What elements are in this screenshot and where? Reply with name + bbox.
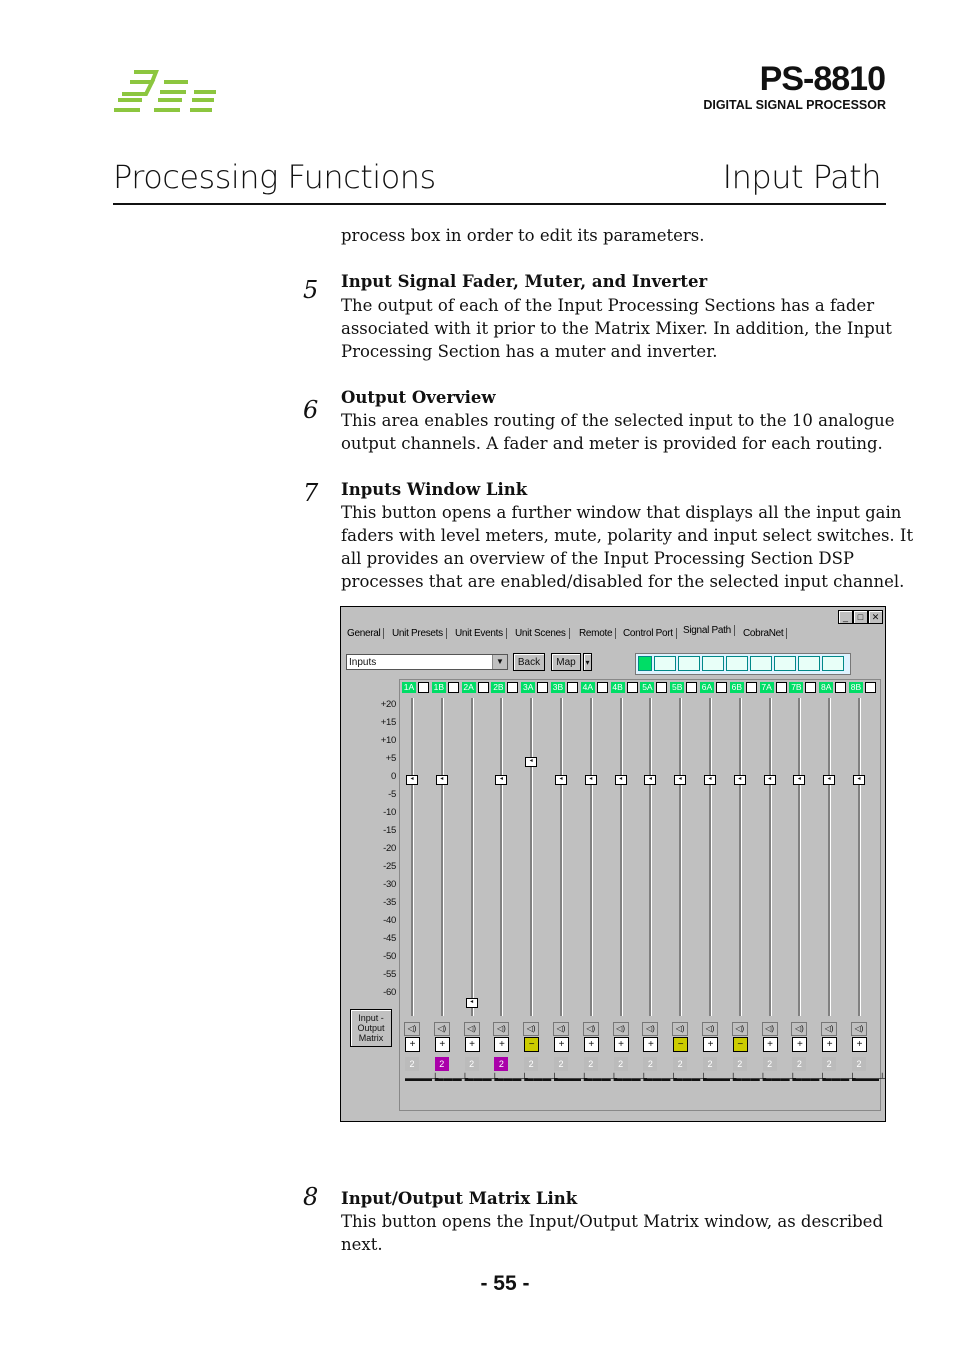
- channel-label: 5B: [671, 682, 683, 692]
- window-titlebar: [342, 608, 884, 625]
- db-tick-label: -5: [388, 789, 396, 800]
- channel-icon[interactable]: [638, 656, 652, 671]
- channel-edit-button[interactable]: [507, 682, 518, 693]
- tab-control-port[interactable]: Control Port: [623, 628, 677, 639]
- ground-lift-icon[interactable]: ▬▬▬┴: [762, 1073, 796, 1083]
- channel-edit-button[interactable]: [418, 682, 429, 693]
- fader-knob[interactable]: ◂: [585, 775, 597, 785]
- ground-lift-icon[interactable]: ▬▬▬┴: [703, 1073, 737, 1083]
- fader-track: [500, 698, 503, 1016]
- tab-cobranet[interactable]: CobraNet: [743, 628, 787, 639]
- delay-icon[interactable]: [726, 656, 748, 671]
- channel-edit-button[interactable]: [537, 682, 548, 693]
- fader-knob[interactable]: ◂: [466, 998, 478, 1008]
- db-tick-label: -50: [383, 951, 396, 962]
- fader-knob[interactable]: ◂: [644, 775, 656, 785]
- db-tick-label: +15: [380, 717, 396, 728]
- mute-button[interactable]: ◁): [464, 1022, 480, 1036]
- channel-edit-button[interactable]: [656, 682, 667, 693]
- db-tick-label: -25: [383, 861, 396, 872]
- channel-label: 8B: [850, 682, 862, 692]
- fader-knob[interactable]: ◂: [436, 775, 448, 785]
- mute-button[interactable]: ◁): [821, 1022, 837, 1036]
- item-title: Inputs Window Link: [341, 480, 528, 499]
- map-button[interactable]: Map: [551, 653, 581, 671]
- item-line: faders with level meters, mute, polarity and input select switches. It: [341, 526, 914, 545]
- matrix-label: Output: [357, 1023, 385, 1033]
- polarity-button[interactable]: +: [852, 1037, 867, 1052]
- mute-button[interactable]: ◁): [732, 1022, 748, 1036]
- item-line: Processing Section has a muter and inverter.: [341, 342, 718, 361]
- maximize-icon[interactable]: □: [853, 610, 868, 624]
- mute-button[interactable]: ◁): [851, 1022, 867, 1036]
- db-tick-label: -55: [383, 969, 396, 980]
- mute-button[interactable]: ◁): [523, 1022, 539, 1036]
- channel-edit-button[interactable]: [835, 682, 846, 693]
- input-select-button[interactable]: 2: [763, 1057, 777, 1071]
- item-number: 7: [303, 479, 319, 507]
- db-tick-label: -10: [383, 807, 396, 818]
- meter-icon[interactable]: [702, 656, 724, 671]
- ground-lift-icon[interactable]: ▬▬▬┴: [494, 1073, 528, 1083]
- item-number: 5: [303, 276, 319, 304]
- item-line: The output of each of the Input Processing Sections has a fader: [341, 296, 875, 315]
- matrix-label: Input -: [358, 1013, 384, 1023]
- ground-lift-icon[interactable]: ▬▬▬┴: [464, 1073, 498, 1083]
- item-number: 8: [303, 1183, 319, 1211]
- fader-knob[interactable]: ◂: [406, 775, 418, 785]
- fader-track: [411, 698, 414, 1016]
- mute-button[interactable]: ◁): [583, 1022, 599, 1036]
- channel-edit-button[interactable]: [865, 682, 876, 693]
- input-select-button[interactable]: 2: [584, 1057, 598, 1071]
- page-number: - 55 -: [480, 1272, 530, 1295]
- channel-label: 1A: [403, 682, 415, 692]
- item-line: all provides an overview of the Input Processing Section DSP: [341, 549, 854, 568]
- mute-button[interactable]: ◁): [672, 1022, 688, 1036]
- db-tick-label: 0: [391, 771, 396, 782]
- mute-button[interactable]: ◁): [434, 1022, 450, 1036]
- channel-label: 6B: [731, 682, 742, 692]
- fader-knob[interactable]: ◂: [555, 775, 567, 785]
- channel-label: 2A: [463, 682, 474, 692]
- polarity-button[interactable]: +: [494, 1037, 509, 1052]
- fader-track: [739, 698, 742, 1016]
- channel-edit-button[interactable]: [686, 682, 697, 693]
- channel-edit-button[interactable]: [805, 682, 816, 693]
- input-select-button[interactable]: 2: [822, 1057, 836, 1071]
- mute-button[interactable]: ◁): [404, 1022, 420, 1036]
- item-title: Output Overview: [341, 388, 496, 407]
- graphic-eq-icon[interactable]: [774, 656, 796, 671]
- bss-logo: [112, 68, 218, 114]
- ground-lift-icon[interactable]: ▬▬▬┴: [434, 1073, 469, 1083]
- channel-label: 4B: [612, 682, 623, 692]
- input-select-button[interactable]: 2: [465, 1057, 479, 1071]
- section-title: Processing Functions: [113, 158, 436, 196]
- ground-lift-icon[interactable]: ▬▬▬┴: [613, 1073, 647, 1083]
- back-button[interactable]: Back: [513, 653, 545, 671]
- fader-track: [828, 698, 831, 1016]
- ground-lift-icon[interactable]: ▬▬▬┴: [852, 1073, 886, 1083]
- ground-lift-icon[interactable]: ▬▬▬┴: [673, 1073, 707, 1083]
- channel-label: 2B: [493, 682, 504, 692]
- model-subtitle: DIGITAL SIGNAL PROCESSOR: [703, 98, 886, 112]
- polarity-button[interactable]: +: [465, 1037, 480, 1052]
- signal-path-window: [340, 606, 886, 1122]
- input-select-button[interactable]: 2: [614, 1057, 628, 1071]
- polarity-button[interactable]: +: [405, 1037, 420, 1052]
- processing-toolbar: [635, 653, 851, 675]
- ground-lift-icon[interactable]: ▬▬▬┴: [583, 1073, 618, 1083]
- input-select-button[interactable]: 2: [494, 1057, 508, 1071]
- channel-label: 1B: [433, 682, 444, 692]
- input-select-button[interactable]: 2: [852, 1057, 866, 1071]
- chevron-down-icon[interactable]: ▼: [492, 655, 507, 669]
- db-tick-label: -15: [383, 825, 396, 836]
- input-output-matrix-button[interactable]: [350, 1009, 392, 1047]
- mute-button[interactable]: ◁): [702, 1022, 718, 1036]
- channel-edit-button[interactable]: [746, 682, 757, 693]
- mute-button[interactable]: ◁): [553, 1022, 569, 1036]
- tab-bar: [345, 625, 883, 643]
- view-select[interactable]: [346, 654, 508, 670]
- fader-track: [769, 698, 772, 1016]
- minimize-icon[interactable]: _: [838, 610, 853, 624]
- fader-knob[interactable]: ◂: [823, 775, 835, 785]
- view-select-value: Inputs: [349, 657, 377, 668]
- matrix-label: Matrix: [358, 1033, 384, 1043]
- db-tick-label: -35: [383, 897, 396, 908]
- polarity-button[interactable]: −: [733, 1037, 748, 1052]
- channel-edit-button[interactable]: [478, 682, 489, 693]
- polarity-button[interactable]: +: [643, 1037, 658, 1052]
- ground-lift-icon[interactable]: ▬▬▬┴: [554, 1073, 588, 1083]
- ground-lift-icon[interactable]: ▬▬▬┴: [405, 1073, 439, 1083]
- eq-icon[interactable]: [750, 656, 772, 671]
- polarity-button[interactable]: +: [584, 1037, 599, 1052]
- fader-knob[interactable]: ◂: [853, 775, 865, 785]
- ground-lift-icon[interactable]: ▬▬▬┴: [822, 1073, 856, 1083]
- mute-button[interactable]: ◁): [642, 1022, 658, 1036]
- tab-general[interactable]: General: [347, 628, 384, 639]
- ground-lift-icon[interactable]: ▬▬▬┴: [732, 1073, 767, 1083]
- mute-button[interactable]: ◁): [613, 1022, 629, 1036]
- db-tick-label: -40: [383, 915, 396, 926]
- fader-track: [590, 698, 593, 1016]
- tab-remote[interactable]: Remote: [579, 628, 616, 639]
- tab-unit-events[interactable]: Unit Events: [455, 628, 507, 639]
- input-select-button[interactable]: 2: [733, 1057, 747, 1071]
- channel-edit-button[interactable]: [776, 682, 787, 693]
- channel-edit-button[interactable]: [627, 682, 638, 693]
- item-title: Input Signal Fader, Muter, and Inverter: [341, 272, 708, 291]
- channel-edit-button[interactable]: [716, 682, 727, 693]
- ground-lift-icon[interactable]: ▬▬▬┴: [643, 1073, 677, 1083]
- db-tick-label: -45: [383, 933, 396, 944]
- item-line: next.: [341, 1235, 383, 1254]
- channel-edit-button[interactable]: [567, 682, 578, 693]
- channel-label: 7B: [791, 682, 802, 692]
- curve-icon[interactable]: [822, 656, 844, 671]
- input-select-button[interactable]: 2: [554, 1057, 568, 1071]
- polarity-button[interactable]: +: [792, 1037, 807, 1052]
- fader-track: [560, 698, 563, 1016]
- fader-knob[interactable]: ◂: [525, 757, 537, 767]
- fader-panel: [399, 679, 886, 1111]
- item-line: processes that are enabled/disabled for the selected input channel.: [341, 572, 905, 591]
- polarity-button[interactable]: +: [614, 1037, 629, 1052]
- channel-edit-button[interactable]: [597, 682, 608, 693]
- fader-track: [709, 698, 712, 1016]
- polarity-button[interactable]: +: [554, 1037, 569, 1052]
- input-select-button[interactable]: 2: [643, 1057, 657, 1071]
- channel-edit-button[interactable]: [448, 682, 459, 693]
- fader-knob[interactable]: ◂: [734, 775, 746, 785]
- channel-label: 4A: [582, 682, 593, 692]
- db-tick-label: -30: [383, 879, 396, 890]
- mute-button[interactable]: ◁): [791, 1022, 807, 1036]
- ground-lift-icon[interactable]: ▬▬▬┴: [524, 1073, 558, 1083]
- input-select-button[interactable]: 2: [405, 1057, 419, 1071]
- channel-label: 5A: [642, 682, 653, 692]
- model-name: PS-8810: [759, 60, 885, 98]
- fader-track: [530, 698, 533, 1016]
- fader-knob[interactable]: ◂: [764, 775, 776, 785]
- item-title: Input/Output Matrix Link: [341, 1189, 578, 1208]
- fader-track: [679, 698, 682, 1016]
- input-select-button[interactable]: 2: [673, 1057, 687, 1071]
- fader-track: [798, 698, 801, 1016]
- polarity-button[interactable]: −: [524, 1037, 539, 1052]
- input-select-button[interactable]: 2: [435, 1057, 449, 1071]
- input-select-button[interactable]: 2: [792, 1057, 806, 1071]
- db-tick-label: -20: [383, 843, 396, 854]
- fader-knob[interactable]: ◂: [615, 775, 627, 785]
- db-tick-label: +10: [380, 735, 396, 746]
- channel-label: 7A: [761, 682, 772, 692]
- input-select-button[interactable]: 2: [524, 1057, 538, 1071]
- ground-lift-icon[interactable]: ▬▬▬┴: [792, 1073, 826, 1083]
- section-subtitle: Input Path: [722, 158, 881, 196]
- polarity-button[interactable]: −: [673, 1037, 688, 1052]
- fader-knob[interactable]: ◂: [495, 775, 507, 785]
- gain-icon[interactable]: [654, 656, 676, 671]
- fader-knob[interactable]: ◂: [793, 775, 805, 785]
- fader-track: [471, 698, 474, 1016]
- db-tick-label: +20: [380, 699, 396, 710]
- fader-track: [649, 698, 652, 1016]
- fader-track: [620, 698, 623, 1016]
- fader-track: [858, 698, 861, 1016]
- channel-label: 8A: [820, 682, 832, 692]
- item-line: This button opens a further window that displays all the input gain: [341, 503, 902, 522]
- tab-unit-scenes[interactable]: Unit Scenes: [515, 628, 570, 639]
- item-line: associated with it prior to the Matrix Mixer. In addition, the Input: [341, 319, 892, 338]
- close-icon[interactable]: ✕: [868, 610, 883, 624]
- intro-text: process box in order to edit its parameters.: [341, 226, 705, 245]
- polarity-button[interactable]: +: [822, 1037, 837, 1052]
- filter-icon[interactable]: [678, 656, 700, 671]
- fader-icon[interactable]: [798, 656, 820, 671]
- item-number: 6: [303, 396, 319, 424]
- db-tick-label: -60: [383, 987, 396, 998]
- tab-signal-path[interactable]: Signal Path: [683, 625, 735, 636]
- fader-knob[interactable]: ◂: [674, 775, 686, 785]
- polarity-button[interactable]: +: [435, 1037, 450, 1052]
- polarity-button[interactable]: +: [763, 1037, 778, 1052]
- item-line: output channels. A fader and meter is provided for each routing.: [341, 434, 883, 453]
- tab-unit-presets[interactable]: Unit Presets: [392, 628, 447, 639]
- channel-label: 3B: [552, 682, 564, 692]
- channel-label: 6A: [701, 682, 713, 692]
- channel-label: 3A: [522, 682, 534, 692]
- header-rule: [113, 203, 886, 205]
- mute-button[interactable]: ◁): [762, 1022, 778, 1036]
- mute-button[interactable]: ◁): [493, 1022, 509, 1036]
- db-tick-label: +5: [385, 753, 396, 764]
- polarity-button[interactable]: +: [703, 1037, 718, 1052]
- fader-track: [441, 698, 444, 1016]
- fader-knob[interactable]: ◂: [704, 775, 716, 785]
- item-line: This area enables routing of the selected input to the 10 analogue: [341, 411, 895, 430]
- map-dropdown-icon[interactable]: ▾: [583, 653, 592, 671]
- input-select-button[interactable]: 2: [703, 1057, 717, 1071]
- item-line: This button opens the Input/Output Matrix window, as described: [341, 1212, 884, 1231]
